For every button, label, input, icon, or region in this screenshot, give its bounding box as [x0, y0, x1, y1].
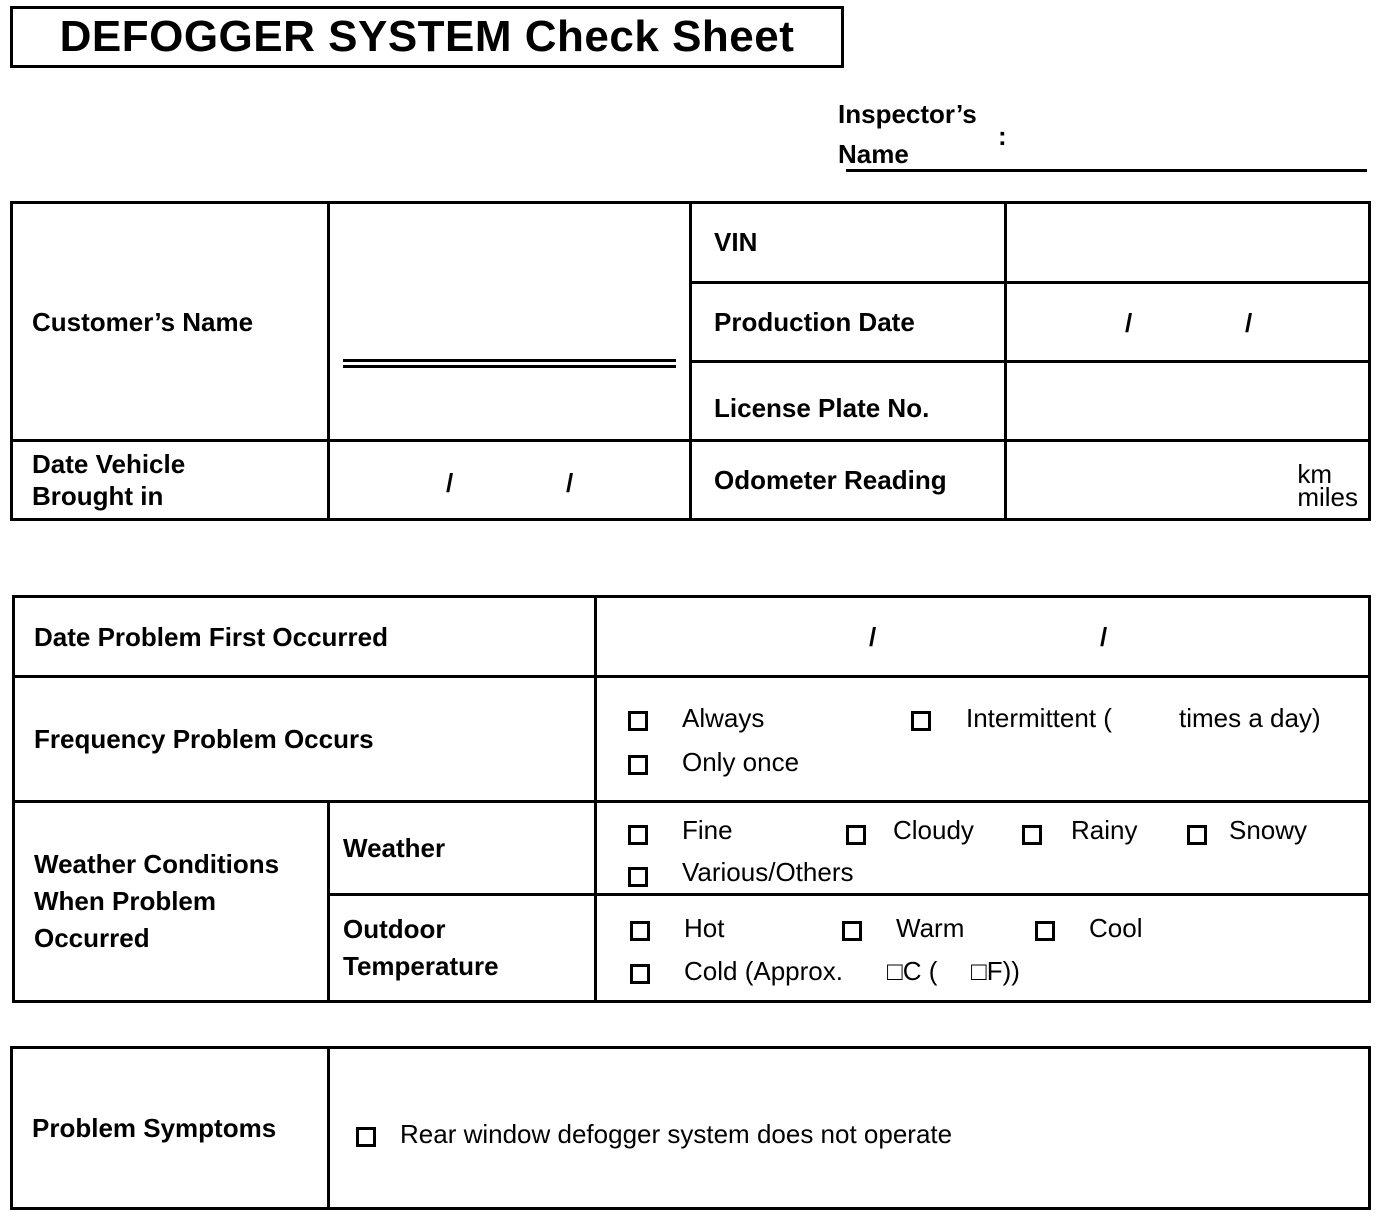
inspector-name-field[interactable] — [846, 169, 1367, 172]
frequency-label: Frequency Problem Occurs — [14, 677, 596, 802]
warm-checkbox[interactable] — [842, 921, 862, 941]
customer-name-field[interactable] — [329, 203, 691, 441]
rainy-label: Rainy — [1071, 815, 1138, 845]
frequency-options — [596, 677, 1370, 802]
customer-name-double-line — [343, 359, 676, 368]
date-brought-in-label — [12, 441, 329, 520]
fine-checkbox[interactable] — [628, 825, 648, 845]
check-sheet-title-box — [10, 6, 844, 68]
various-others-label: Various/Others — [682, 857, 854, 887]
first-occurred-slash-2: / — [1100, 622, 1108, 652]
date-first-occurred-label: Date Problem First Occurred — [14, 597, 596, 677]
celsius-field[interactable]: □C ( — [887, 956, 938, 986]
weather-conditions-line1: Weather Conditions — [34, 849, 280, 879]
cold-checkbox[interactable] — [630, 964, 650, 984]
always-checkbox[interactable] — [628, 711, 648, 731]
snowy-label: Snowy — [1229, 815, 1308, 845]
vin-label: VIN — [691, 203, 1006, 283]
intermittent-label: Intermittent ( — [966, 703, 1112, 733]
problem-symptoms-options — [329, 1048, 1370, 1209]
odometer-label: Odometer Reading — [691, 441, 1006, 520]
production-date-slash-2: / — [1245, 308, 1253, 338]
weather-label: Weather — [329, 802, 596, 895]
problem-symptoms-table — [10, 1046, 1371, 1210]
inspector-colon: : — [998, 121, 1007, 151]
outdoor-temperature-line2: Temperature — [343, 951, 499, 981]
production-date-slash-1: / — [1125, 308, 1133, 338]
date-brought-slash-2: / — [566, 468, 574, 498]
weather-conditions-line2: When Problem — [34, 886, 217, 916]
weather-conditions-label — [14, 802, 329, 1002]
license-plate-field[interactable] — [1006, 362, 1370, 441]
various-others-checkbox[interactable] — [628, 867, 648, 887]
weather-conditions-line3: Occurred — [34, 923, 150, 953]
only-once-checkbox[interactable] — [628, 755, 648, 775]
cool-checkbox[interactable] — [1035, 921, 1055, 941]
snowy-checkbox[interactable] — [1187, 825, 1207, 845]
date-brought-in-field[interactable] — [329, 441, 691, 520]
inspector-label-line2: Name — [838, 139, 909, 169]
always-label: Always — [682, 703, 765, 733]
outdoor-temperature-line1: Outdoor — [343, 914, 446, 944]
vin-field[interactable] — [1006, 203, 1370, 283]
license-plate-label: License Plate No. — [691, 362, 1006, 441]
production-date-field[interactable] — [1006, 283, 1370, 362]
outdoor-temperature-label — [329, 895, 596, 1002]
inspector-name-label — [838, 94, 1007, 174]
intermittent-checkbox[interactable] — [911, 711, 931, 731]
first-occurred-slash-1: / — [869, 622, 877, 652]
hot-checkbox[interactable] — [630, 921, 650, 941]
hot-label: Hot — [684, 913, 725, 943]
weather-options — [596, 802, 1370, 895]
vehicle-info-table — [10, 201, 1371, 521]
date-brought-in-line2: Brought in — [32, 481, 164, 511]
problem-occurrence-table — [12, 595, 1371, 1003]
customer-name-label: Customer’s Name — [12, 203, 329, 441]
inspector-label-line1: Inspector’s — [838, 99, 977, 129]
odometer-unit-miles: miles — [1297, 482, 1358, 512]
cloudy-label: Cloudy — [893, 815, 974, 845]
cold-label: Cold (Approx. — [684, 956, 843, 986]
defogger-not-operate-label: Rear window defogger system does not operate — [400, 1119, 953, 1149]
check-sheet-title: DEFOGGER SYSTEM Check Sheet — [59, 12, 795, 61]
temperature-options — [596, 895, 1370, 1002]
odometer-unit-km: km — [1297, 459, 1332, 489]
problem-symptoms-label: Problem Symptoms — [12, 1048, 329, 1209]
fine-label: Fine — [682, 815, 733, 845]
date-brought-in-line1: Date Vehicle — [32, 449, 186, 479]
only-once-label: Only once — [682, 747, 800, 777]
production-date-label: Production Date — [691, 283, 1006, 362]
date-brought-slash-1: / — [446, 468, 454, 498]
date-first-occurred-field[interactable] — [596, 597, 1370, 677]
rainy-checkbox[interactable] — [1022, 825, 1042, 845]
cloudy-checkbox[interactable] — [846, 825, 866, 845]
warm-label: Warm — [896, 913, 965, 943]
odometer-field[interactable] — [1006, 441, 1370, 520]
cool-label: Cool — [1089, 913, 1143, 943]
fahrenheit-field[interactable]: □F)) — [971, 956, 1020, 986]
times-a-day-label: times a day) — [1179, 703, 1321, 733]
defogger-not-operate-checkbox[interactable] — [356, 1127, 376, 1147]
